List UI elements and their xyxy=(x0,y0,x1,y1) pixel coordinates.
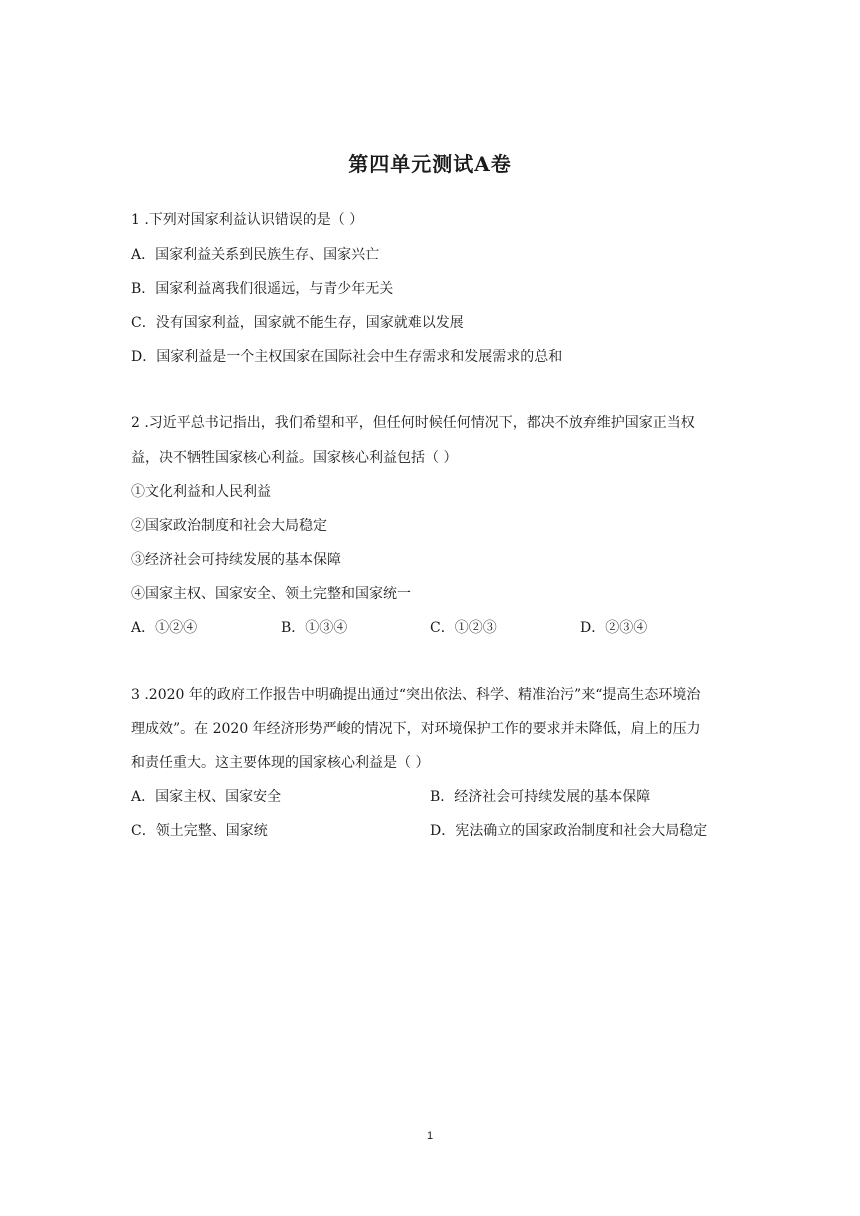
question-1-option-c: C．没有国家利益，国家就不能生存，国家就难以发展 xyxy=(131,315,464,331)
question-2-stem-line-2: 益，决不牺牲国家核心利益。国家核心利益包括（ ） xyxy=(131,450,458,466)
question-2-item-4: ④国家主权、国家安全、领土完整和国家统一 xyxy=(131,586,411,602)
question-3-option-c: C．领土完整、国家统 xyxy=(131,823,268,839)
question-2-item-1: ①文化利益和人民利益 xyxy=(131,484,271,500)
question-3-option-a: A．国家主权、国家安全 xyxy=(131,789,282,805)
question-3-stem-line-3: 和责任重大。这主要体现的国家核心利益是（ ） xyxy=(131,755,430,771)
question-2-stem-line-1: 2 .习近平总书记指出，我们希望和平，但任何时候任何情况下，都决不放弃维护国家正当权 xyxy=(131,415,695,431)
question-1-stem: 1 .下列对国家利益认识错误的是（ ） xyxy=(131,212,364,228)
question-1-option-a: A．国家利益关系到民族生存、国家兴亡 xyxy=(131,247,380,263)
question-3-stem-line-1: 3 .2020 年的政府工作报告中明确提出通过“突出依法、科学、精准治污”来“提高生态环境治 xyxy=(131,687,701,703)
page-title: 第四单元测试A卷 xyxy=(348,152,512,176)
question-2-item-2: ②国家政治制度和社会大局稳定 xyxy=(131,518,327,534)
question-2-option-d: D．②③④ xyxy=(580,620,648,636)
question-3-option-b: B．经济社会可持续发展的基本保障 xyxy=(430,789,651,805)
question-3-option-d: D．宪法确立的国家政治制度和社会大局稳定 xyxy=(430,823,708,839)
question-1-option-b: B．国家利益离我们很遥远，与青少年无关 xyxy=(131,281,394,297)
question-2-option-b: B．①③④ xyxy=(281,620,348,636)
question-3-stem-line-2: 理成效”。在 2020 年经济形势严峻的情况下，对环境保护工作的要求并未降低，肩上的压力 xyxy=(131,721,701,737)
question-2-item-3: ③经济社会可持续发展的基本保障 xyxy=(131,552,341,568)
page-number: 1 xyxy=(426,1130,434,1142)
question-2-option-c: C．①②③ xyxy=(430,620,497,636)
question-1-option-d: D．国家利益是一个主权国家在国际社会中生存需求和发展需求的总和 xyxy=(131,349,563,365)
question-2-option-a: A．①②④ xyxy=(131,620,198,636)
